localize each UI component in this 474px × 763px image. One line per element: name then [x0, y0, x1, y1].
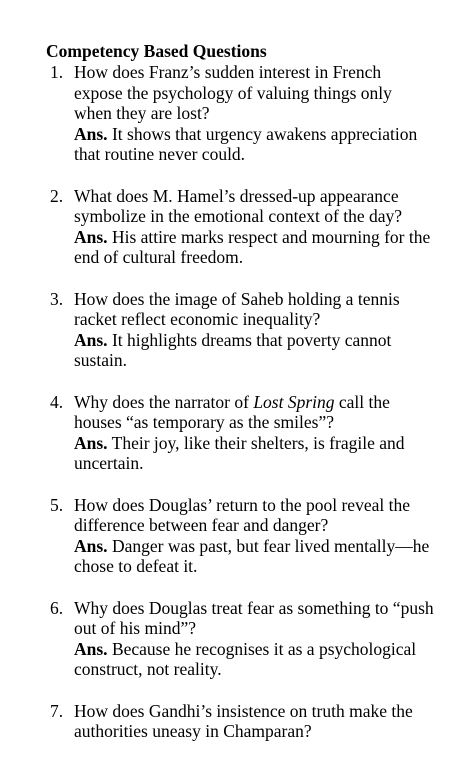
- question-text-part: call the houses “as temporary as the smiles”?: [74, 391, 390, 432]
- answer-text: Their joy, like their shelters, is fragile and uncertain.: [74, 432, 405, 473]
- answer: [74, 639, 434, 680]
- question-item-5: [0, 495, 474, 577]
- answer-text: His attire marks respect and mourning for the end of cultural freedom.: [74, 226, 431, 267]
- question-text: [74, 289, 434, 330]
- answer: [74, 124, 434, 165]
- question-item-2: [0, 186, 474, 268]
- answer-text: It shows that urgency awakens appreciation that routine never could.: [74, 123, 418, 164]
- answer: [74, 536, 434, 577]
- answer-label: Ans.: [74, 226, 108, 247]
- question-text-part: What does M. Hamel’s dressed-up appearance symbolize in the emotional context of the day?: [74, 185, 403, 226]
- question-body: [74, 701, 434, 742]
- question-text: [74, 495, 434, 536]
- question-body: [74, 598, 434, 680]
- book-title: Lost Spring: [253, 391, 335, 412]
- question-number: 6.: [50, 597, 64, 618]
- question-item-3: [0, 289, 474, 371]
- question-item-6: [0, 598, 474, 680]
- question-body: [74, 495, 434, 577]
- answer-label: Ans.: [74, 329, 108, 350]
- question-number: 3.: [50, 288, 64, 309]
- section-heading: Competency Based Questions: [46, 41, 267, 61]
- question-text-part: How does Franz’s sudden interest in French expose the psychology of valuing things only when they are lost?: [74, 62, 392, 123]
- answer-label: Ans.: [74, 535, 108, 556]
- question-number: 4.: [50, 391, 64, 412]
- answer: [74, 433, 434, 474]
- question-text-part: Why does Douglas treat fear as something to “push out of his mind”?: [74, 597, 434, 638]
- answer-text: Danger was past, but fear lived mentally—he chose to defeat it.: [74, 535, 430, 576]
- answer: [74, 330, 434, 371]
- question-text: [74, 701, 434, 742]
- question-text: [74, 186, 434, 227]
- question-text: [74, 392, 434, 433]
- answer: [74, 227, 434, 268]
- question-body: [74, 392, 434, 474]
- question-text-part: Why does the narrator of: [74, 391, 254, 412]
- question-body: [74, 62, 434, 165]
- question-text: [74, 598, 434, 639]
- question-list: [0, 62, 474, 763]
- answer-label: Ans.: [74, 123, 108, 144]
- question-text: [74, 62, 434, 124]
- question-body: [74, 289, 434, 371]
- answer-label: Ans.: [74, 432, 108, 453]
- question-text-part: How does Gandhi’s insistence on truth make the authorities uneasy in Champaran?: [74, 700, 413, 741]
- question-item-1: [0, 62, 474, 165]
- question-body: [74, 186, 434, 268]
- answer-label: Ans.: [74, 638, 108, 659]
- question-item-4: [0, 392, 474, 474]
- question-number: 5.: [50, 494, 64, 515]
- answer-text: It highlights dreams that poverty cannot sustain.: [74, 329, 392, 370]
- question-text-part: How does the image of Saheb holding a tennis racket reflect economic inequality?: [74, 288, 400, 329]
- question-number: 7.: [50, 700, 64, 721]
- answer-text: Because he recognises it as a psychological construct, not reality.: [74, 638, 417, 679]
- question-text-part: How does Douglas’ return to the pool reveal the difference between fear and danger?: [74, 494, 410, 535]
- question-number: 1.: [50, 62, 64, 82]
- question-number: 2.: [50, 185, 64, 206]
- question-item-7: [0, 701, 474, 742]
